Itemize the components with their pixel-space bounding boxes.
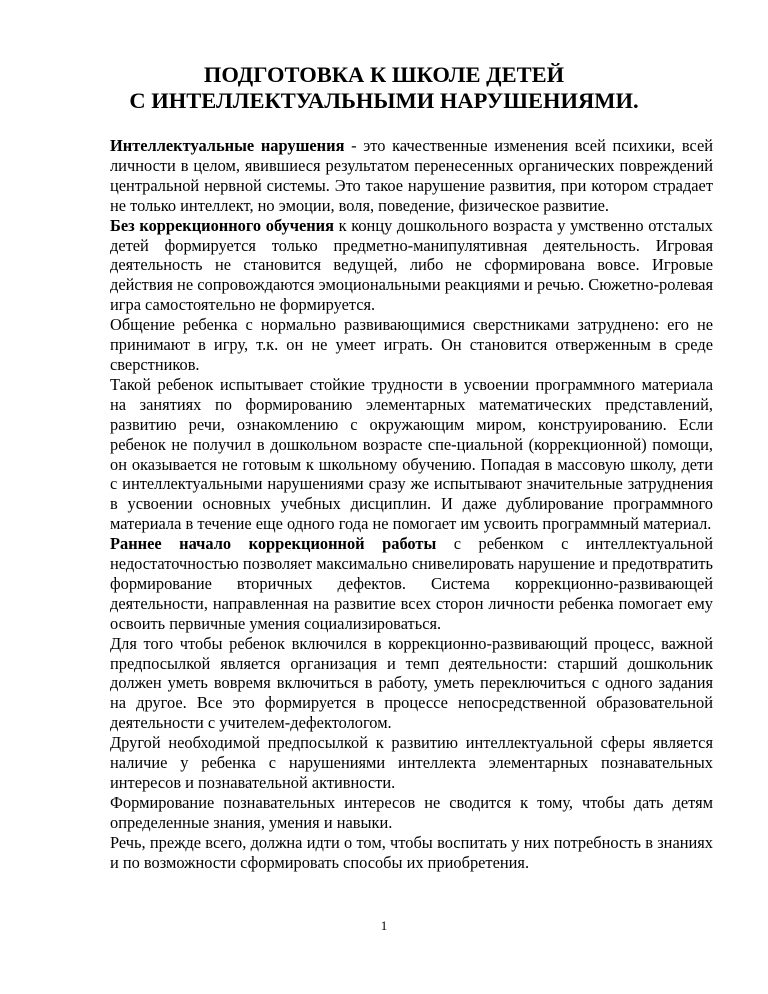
paragraph-text: Другой необходимой предпосылкой к развитию интеллектуальной сферы является наличие у ребенка с нарушениями интеллекта элементарных познавательных интересов и познавательной активности. bbox=[110, 733, 713, 792]
paragraph-2 bbox=[110, 216, 713, 316]
paragraph-7 bbox=[110, 733, 713, 793]
title-line-2: С ИНТЕЛЛЕКТУАЛЬНЫМИ НАРУШЕНИЯМИ. bbox=[129, 88, 639, 113]
paragraph-8 bbox=[110, 793, 713, 833]
paragraph-lead: Без коррекционного обучения bbox=[110, 215, 334, 235]
paragraph-6 bbox=[110, 634, 713, 734]
paragraph-4 bbox=[110, 375, 713, 534]
paragraph-text: Формирование познавательных интересов не сводится к тому, чтобы дать детям определенные знания, умения и навыки. bbox=[110, 792, 713, 832]
paragraph-lead: Интеллектуальные нарушения bbox=[110, 136, 345, 155]
paragraph-3 bbox=[110, 315, 713, 375]
paragraph-5 bbox=[110, 534, 713, 634]
paragraph-1 bbox=[110, 136, 713, 216]
paragraph-text: Такой ребенок испытывает стойкие трудности в усвоении программного материала на занятиях по формированию элементарных математических представлений, развитию речи, ознакомлению с окружающим миром, конструированию. Если ребенок не получил в дошкольном возрасте спе-циальной (коррекционной) помощи, он оказывается не готовым к школьному обучению. Попадая в массовую школу, дети с интеллектуальными нарушениями сразу же испытывают значительные затруднения в усвоении основных учебных дисциплин. И даже дублирование программного материала в течение еще одного года не помогает им усвоить программный материал. bbox=[110, 374, 713, 534]
paragraph-text: к концу дошкольного возраста у умственно отсталых детей формируется только предметно-манипулятивная деятельность. Игровая деятельность не становится ведущей, либо не сформирована вовсе. Игровые действия не сопровождаются эмоциональными реакциями и речью. Сюжетно-ролевая игра самостоятельно не формируется. bbox=[110, 215, 713, 315]
title-line-1: ПОДГОТОВКА К ШКОЛЕ ДЕТЕЙ bbox=[203, 62, 565, 87]
paragraph-text: Речь, прежде всего, должна идти о том, чтобы воспитать у них потребность в знаниях и по возможности сформировать способы их приобретения. bbox=[110, 832, 713, 872]
paragraph-text: Общение ребенка с нормально развивающимися сверстниками затруднено: его не принимают в игру, т.к. он не умеет играть. Он становится отверженным в среде сверстников. bbox=[110, 315, 713, 374]
paragraph-9 bbox=[110, 833, 713, 873]
paragraph-text: - это качественные изменения всей психики, всей личности в целом, явившиеся результатом перенесенных органических повреждений центральной нервной системы. Это такое нарушение развития, при котором страдает не только интеллект, но эмоции, воля, поведение, физическое развитие. bbox=[110, 136, 713, 215]
page-number: 1 bbox=[380, 918, 388, 933]
document-body bbox=[110, 136, 713, 873]
page-title bbox=[60, 62, 708, 114]
paragraph-text: с ребенком с интеллектуальной недостаточностью позволяет максимально снивелировать нарушение и предотвратить формирование вторичных дефектов. Система коррекционно-развивающей деятельности, направленная на развитие всех сторон личности ребенка помогает ему освоить первичные умения социализироваться. bbox=[110, 534, 713, 633]
paragraph-text: Для того чтобы ребенок включился в коррекционно-развивающий процесс, важной предпосылкой является организация и темп деятельности: старший дошкольник должен уметь вовремя включиться в работу, уметь переключиться с одного задания на другое. Все это формируется в процессе непосредственной образовательной деятельности с учителем-дефектологом. bbox=[110, 633, 713, 733]
paragraph-lead: Раннее начало коррекционной работы bbox=[110, 534, 437, 554]
